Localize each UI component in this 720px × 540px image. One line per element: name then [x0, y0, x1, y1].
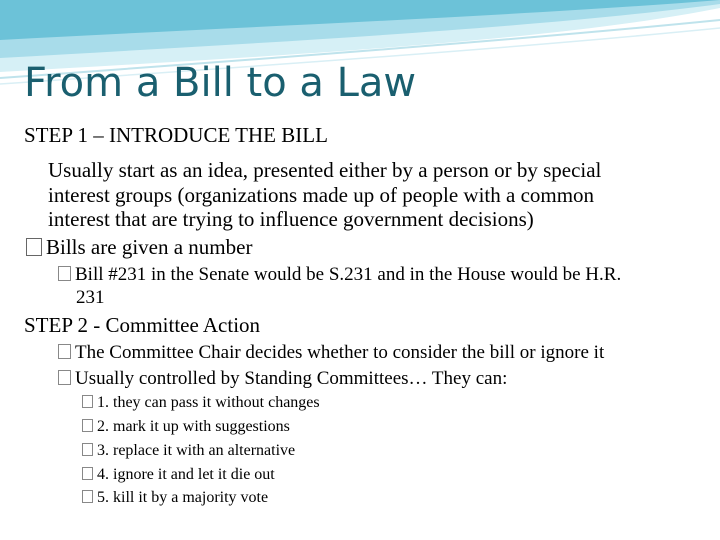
slide-title: From a Bill to a Law: [24, 60, 417, 106]
sub-bullet-bill-231: [58, 264, 621, 286]
option-text: 2. mark it up with suggestions: [97, 418, 290, 435]
step1-text-line-1: Usually start as an idea, presented either by a person or by special: [48, 158, 602, 182]
step2-heading: STEP 2 - Committee Action: [24, 313, 261, 337]
option-text: 1. they can pass it without changes: [97, 394, 320, 411]
bullet-box-icon: [82, 443, 93, 456]
option-text: 5. kill it by a majority vote: [97, 489, 269, 506]
option-item-5: [82, 489, 268, 507]
bullet-bills-numbered: [26, 235, 252, 260]
bullet-box-icon: [26, 238, 42, 256]
step1-text-line-3: interest that are trying to influence government decisions): [48, 207, 534, 231]
bullet-box-icon: [82, 490, 93, 503]
sub-bullet-text-line-2: 231: [76, 287, 105, 308]
step2-bullet-2-text: Usually controlled by Standing Committees… They can:: [75, 368, 508, 389]
bullet-box-icon: [82, 467, 93, 480]
bullet-box-icon: [82, 395, 93, 408]
option-item-1: [82, 394, 320, 412]
step2-bullet-2: [58, 368, 507, 390]
option-item-4: [82, 466, 275, 484]
step1-text-line-2: interest groups (organizations made up of people with a common: [48, 183, 595, 207]
bullet-text: Bills are given a number: [46, 235, 253, 259]
step2-bullet-1-text: The Committee Chair decides whether to consider the bill or ignore it: [75, 342, 605, 363]
step1-heading: STEP 1 – INTRODUCE THE BILL: [24, 123, 328, 147]
option-item-3: [82, 442, 295, 460]
bullet-box-icon: [58, 370, 71, 385]
bullet-box-icon: [82, 419, 93, 432]
option-item-2: [82, 418, 290, 436]
step2-bullet-1: [58, 342, 604, 364]
option-text: 4. ignore it and let it die out: [97, 466, 275, 483]
sub-bullet-text-line-1: Bill #231 in the Senate would be S.231 and in the House would be H.R.: [75, 264, 622, 285]
bullet-box-icon: [58, 344, 71, 359]
bullet-box-icon: [58, 266, 71, 281]
option-text: 3. replace it with an alternative: [97, 442, 296, 459]
